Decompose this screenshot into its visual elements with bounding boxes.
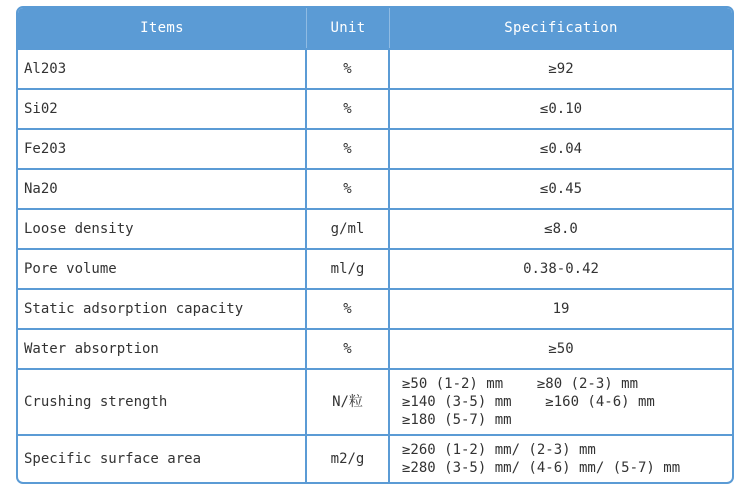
item-unit: % — [307, 168, 390, 208]
item-unit: % — [307, 128, 390, 168]
item-spec: ≥92 — [390, 48, 732, 88]
table-row — [18, 248, 732, 288]
table-row — [18, 128, 732, 168]
table-row — [18, 434, 732, 482]
item-unit: % — [307, 328, 390, 368]
spec-line: ≥180 (5-7) mm — [402, 412, 512, 428]
spec-line: ≥140 (3-5) mm ≥160 (4-6) mm — [402, 394, 655, 410]
item-name: Water absorption — [18, 328, 307, 368]
item-spec — [390, 434, 732, 482]
item-name: Pore volume — [18, 248, 307, 288]
table-row — [18, 208, 732, 248]
header-items: Items — [18, 8, 307, 48]
table-row — [18, 328, 732, 368]
item-spec: 0.38-0.42 — [390, 248, 732, 288]
item-spec: ≤0.10 — [390, 88, 732, 128]
table-row — [18, 288, 732, 328]
table-row — [18, 368, 732, 434]
header-unit: Unit — [307, 8, 390, 48]
item-spec: ≤8.0 — [390, 208, 732, 248]
item-unit: % — [307, 288, 390, 328]
item-unit: % — [307, 48, 390, 88]
item-spec: ≥50 — [390, 328, 732, 368]
spec-line: ≥280 (3-5) mm/ (4-6) mm/ (5-7) mm — [402, 460, 681, 476]
item-spec: ≤0.04 — [390, 128, 732, 168]
table-header-row — [18, 8, 732, 48]
item-spec: 19 — [390, 288, 732, 328]
item-name: Si02 — [18, 88, 307, 128]
table-row — [18, 168, 732, 208]
table-row — [18, 88, 732, 128]
item-name: Fe203 — [18, 128, 307, 168]
item-name: Loose density — [18, 208, 307, 248]
item-spec: ≤0.45 — [390, 168, 732, 208]
specification-table — [16, 6, 734, 484]
table-row — [18, 48, 732, 88]
item-name: Static adsorption capacity — [18, 288, 307, 328]
item-name: Al203 — [18, 48, 307, 88]
spec-line: ≥50 (1-2) mm ≥80 (2-3) mm — [402, 376, 639, 392]
spec-line: ≥260 (1-2) mm/ (2-3) mm — [402, 442, 596, 458]
item-unit: N/粒 — [307, 368, 390, 434]
item-unit: g/ml — [307, 208, 390, 248]
item-spec — [390, 368, 732, 434]
item-unit: % — [307, 88, 390, 128]
item-unit: ml/g — [307, 248, 390, 288]
item-unit: m2/g — [307, 434, 390, 482]
item-name: Specific surface area — [18, 434, 307, 482]
header-specification: Specification — [390, 8, 732, 48]
item-name: Crushing strength — [18, 368, 307, 434]
item-name: Na20 — [18, 168, 307, 208]
